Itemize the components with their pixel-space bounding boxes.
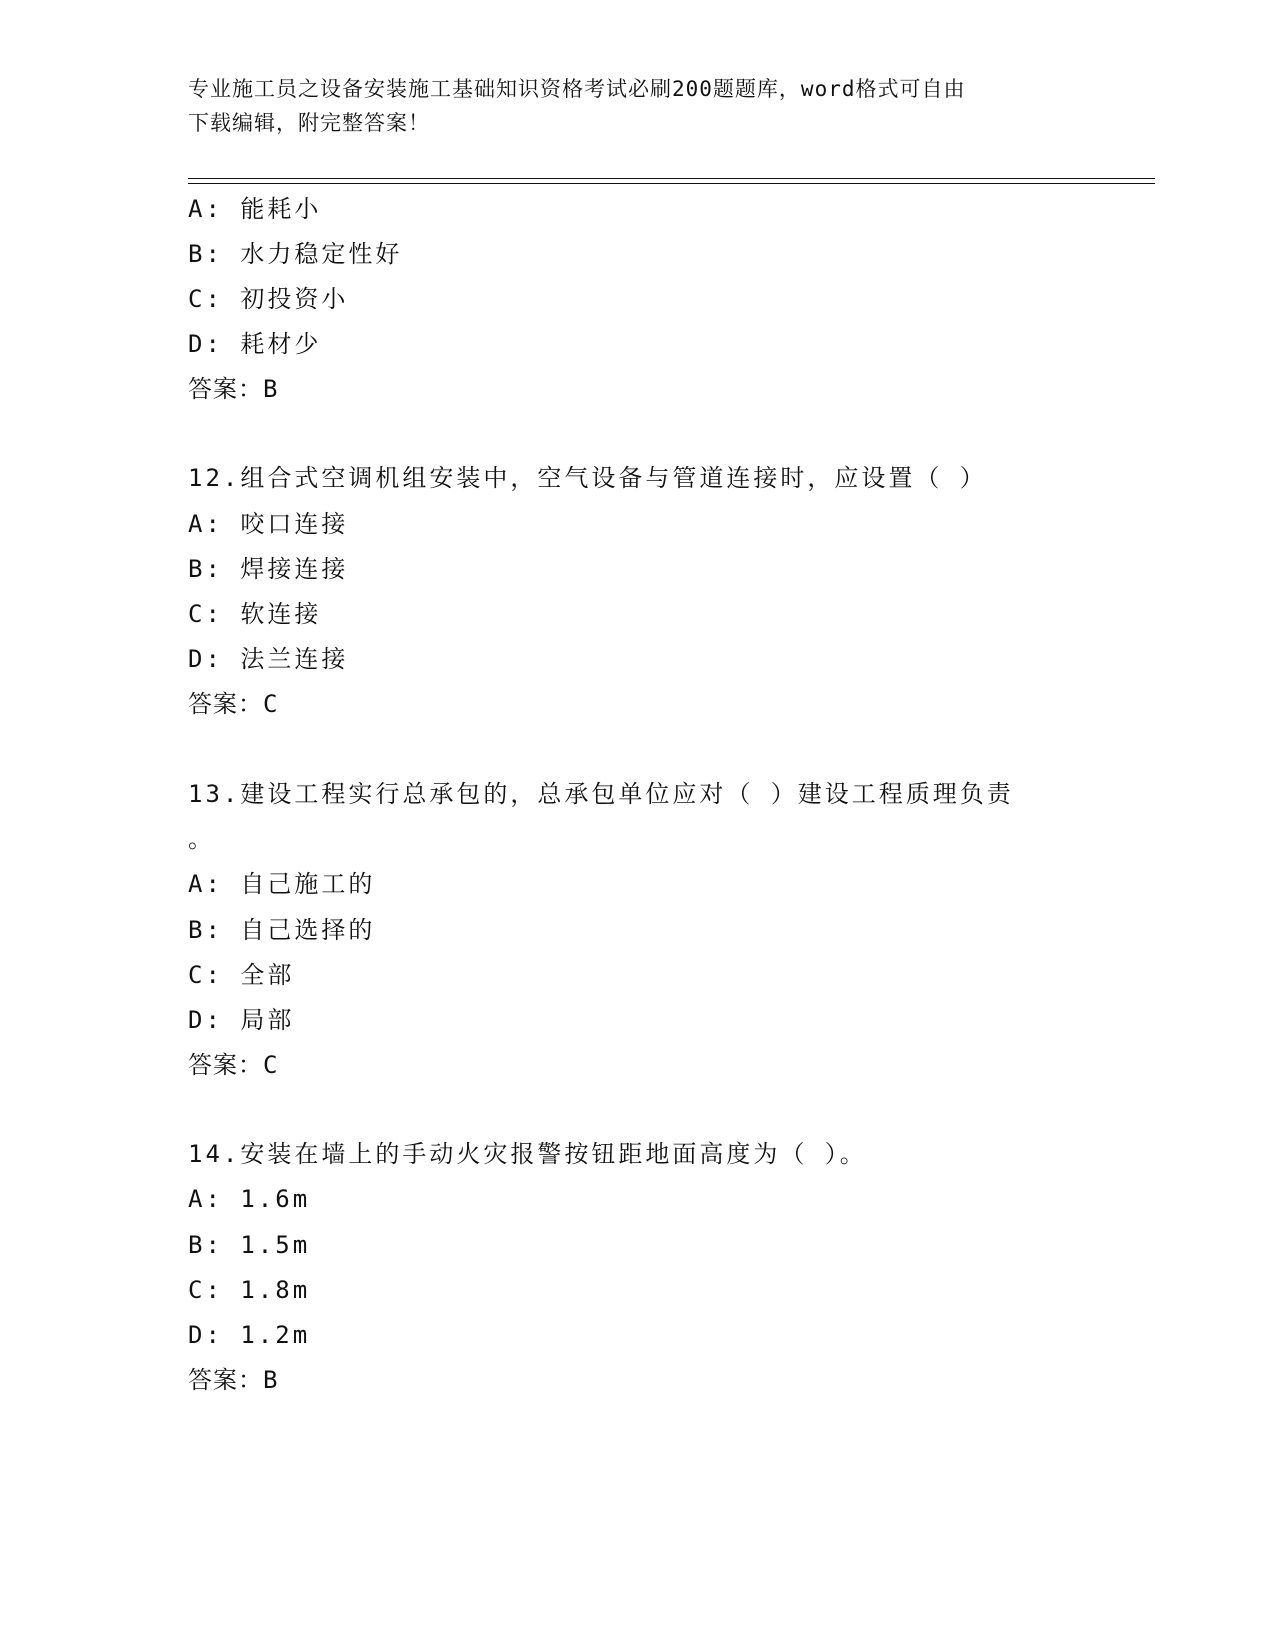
q13-option-d: D: 局部 bbox=[188, 1006, 295, 1034]
q14-option-b: B: 1.5m bbox=[188, 1231, 311, 1259]
q14-answer: 答案：B bbox=[188, 1366, 279, 1394]
q12-answer: 答案：C bbox=[188, 690, 279, 718]
q14-option-c: C: 1.8m bbox=[188, 1276, 311, 1304]
q11-option-c: C: 初投资小 bbox=[188, 285, 349, 313]
q14-option-d: D: 1.2m bbox=[188, 1321, 311, 1349]
q13-answer: 答案：C bbox=[188, 1051, 279, 1079]
q14-option-a: A: 1.6m bbox=[188, 1185, 311, 1213]
q13-option-a: A: 自己施工的 bbox=[188, 870, 376, 898]
q12-option-b: B: 焊接连接 bbox=[188, 555, 349, 583]
q11-option-a: A: 能耗小 bbox=[188, 195, 322, 223]
q13-question-line-1: 13.建设工程实行总承包的，总承包单位应对（ ）建设工程质理负责 bbox=[188, 780, 1014, 808]
q13-option-b: B: 自己选择的 bbox=[188, 916, 376, 944]
q13-option-c: C: 全部 bbox=[188, 961, 295, 989]
header-title-line-1: 专业施工员之设备安装施工基础知识资格考试必刷200题题库，word格式可自由 bbox=[188, 77, 966, 101]
document-header bbox=[188, 72, 1068, 140]
q11-answer: 答案：B bbox=[188, 375, 279, 403]
q12-option-a: A: 咬口连接 bbox=[188, 510, 349, 538]
q14-question: 14.安装在墙上的手动火灾报警按钮距地面高度为（ ）。 bbox=[188, 1140, 867, 1168]
q11-option-b: B: 水力稳定性好 bbox=[188, 240, 403, 268]
header-divider-top bbox=[188, 178, 1155, 179]
q12-option-c: C: 软连接 bbox=[188, 600, 322, 628]
header-divider-bottom bbox=[188, 183, 1155, 184]
q12-option-d: D: 法兰连接 bbox=[188, 645, 349, 673]
q13-question-line-2: 。 bbox=[188, 825, 215, 853]
q12-question: 12.组合式空调机组安装中，空气设备与管道连接时，应设置（ ） bbox=[188, 464, 987, 492]
q11-option-d: D: 耗材少 bbox=[188, 330, 322, 358]
header-title-line-2: 下载编辑，附完整答案！ bbox=[188, 111, 430, 135]
